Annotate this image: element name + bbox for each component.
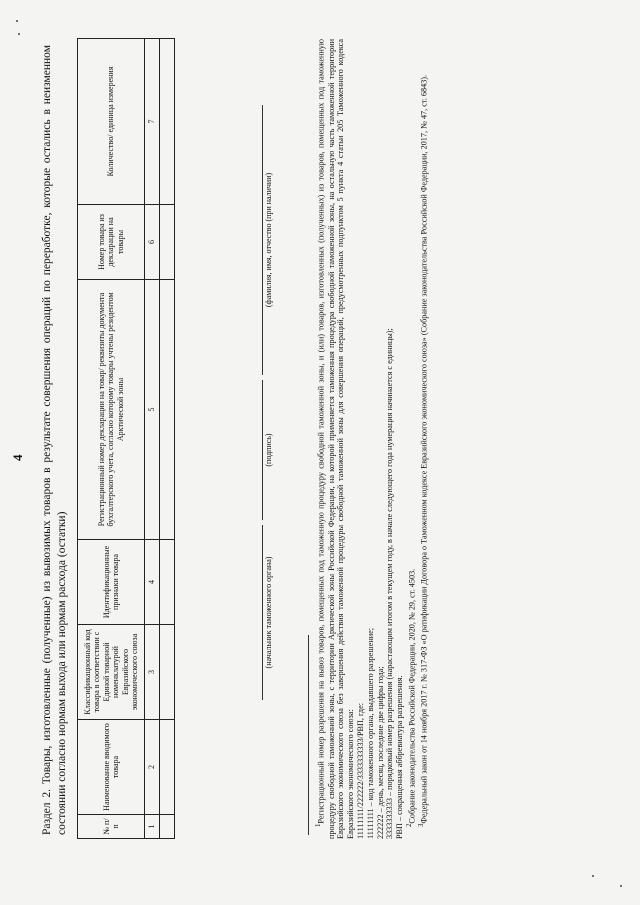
remnants-table xyxy=(77,38,175,839)
column-number-row xyxy=(145,39,160,839)
empty-cell xyxy=(159,815,174,839)
footnote-text: Регистрационный номер разрешения на вывоз товаров, помещенных под таможенную процедуру свободной таможенной зоны, и (или) товаров, изготовленных (полученных) из товаров, помещенных под таможенную процедуру свободной таможенной зоны, с территории Арктической зоны Российской Федерации, на которой применяется таможенная процедура свободной таможенной зоны, на остальную часть таможенной территории Евразийского экономического союза без завершения действия таможенной процедуры свободной таможенной зоны для совершения операций, предусмотренных подпунктом 5 пункта 4 статьи 205 Таможенного кодекса Евразийского экономического союза: xyxy=(316,39,356,839)
column-header: Наименование вводимого товара xyxy=(78,720,145,815)
footnote xyxy=(356,39,366,839)
empty-data-row xyxy=(159,39,174,839)
footnote-text: 11111111/222222/3333333333/РВП, где: xyxy=(355,703,365,839)
footnote-text: 222222 – день, месяц, последние две цифры года; xyxy=(375,666,385,839)
empty-cell xyxy=(159,625,174,720)
footnote xyxy=(366,39,376,839)
head-caption: (начальник таможенного органа) xyxy=(264,556,273,669)
column-number: 1 xyxy=(145,815,160,839)
column-number: 7 xyxy=(145,39,160,205)
footnote-text: Собрание законодательства Российской Федерации, 2020, № 29, ст. 4503. xyxy=(407,568,417,824)
footnote-text: Федеральный закон от 14 ноября 2017 г. № 317-ФЗ «О ратификации Договора о Таможенном кодексе Евразийского экономического союза» (Собрание законодательства Российской Федерации, 2017, № 47, ст. 6843). xyxy=(420,74,430,824)
column-header: № п/п xyxy=(78,815,145,839)
footnote xyxy=(417,39,430,839)
column-header: Регистрационный номер декларации на товар/ реквизиты документа бухгалтерского учета, согласно которому товары учтены резидентом Арктической зоны xyxy=(78,280,145,540)
footnote xyxy=(376,39,386,839)
sign-caption: (подпись) xyxy=(264,433,273,467)
empty-cell xyxy=(159,205,174,280)
footnote-mark: 3 xyxy=(418,823,426,827)
scan-speck xyxy=(592,875,594,877)
footnote-text: 3333333333 – порядковый номер разрешения (нарастающим итогом в текущем году, в начале следующего года нумерация начинается с единицы); xyxy=(385,328,395,839)
empty-cell xyxy=(159,39,174,205)
section-title: Раздел 2. Товары, изготовленные (полученные) из вывозимых товаров в результате совершения операций по переработке, которые остались в неизменном состоянии согласно нормам выхода или нормам расхода (остатки) xyxy=(41,45,68,835)
column-number: 6 xyxy=(145,205,160,280)
column-number: 4 xyxy=(145,540,160,625)
footnote-text: 11111111 – код таможенного органа, выдавшего разрешение; xyxy=(365,627,375,839)
column-header: Классификационный код товара в соответствии с Единой товарной номенклатурой Евразийского экономического союза xyxy=(78,625,145,720)
column-header: Номер товара из декларации на товары xyxy=(78,205,145,280)
empty-cell xyxy=(159,720,174,815)
footnote xyxy=(405,39,418,839)
empty-cell xyxy=(159,540,174,625)
footnote-mark: 2 xyxy=(405,823,413,827)
head-signature-line xyxy=(262,525,263,700)
footnote-separator xyxy=(308,635,309,835)
name-caption: (фамилия, имя, отчество (при наличии) xyxy=(264,172,273,308)
scan-speck xyxy=(16,20,18,22)
name-signature-line xyxy=(262,105,263,375)
sign-line xyxy=(262,380,263,520)
footnote xyxy=(385,39,395,839)
scan-speck xyxy=(620,885,622,887)
column-header: Количество/ единица измерения xyxy=(78,39,145,205)
footnote-text: РВП – сокращенная аббревиатура разрешения. xyxy=(395,675,405,839)
scan-speck xyxy=(18,33,20,35)
footnote xyxy=(314,39,356,839)
empty-cell xyxy=(159,280,174,540)
table-header-row xyxy=(78,39,145,839)
footnote-mark: 1 xyxy=(315,823,322,827)
footnote xyxy=(395,39,405,839)
column-number: 5 xyxy=(145,280,160,540)
page-number: 4 xyxy=(10,454,25,461)
column-number: 2 xyxy=(145,720,160,815)
footnotes xyxy=(314,39,430,839)
column-number: 3 xyxy=(145,625,160,720)
column-header: Идентификационные признаки товара xyxy=(78,540,145,625)
